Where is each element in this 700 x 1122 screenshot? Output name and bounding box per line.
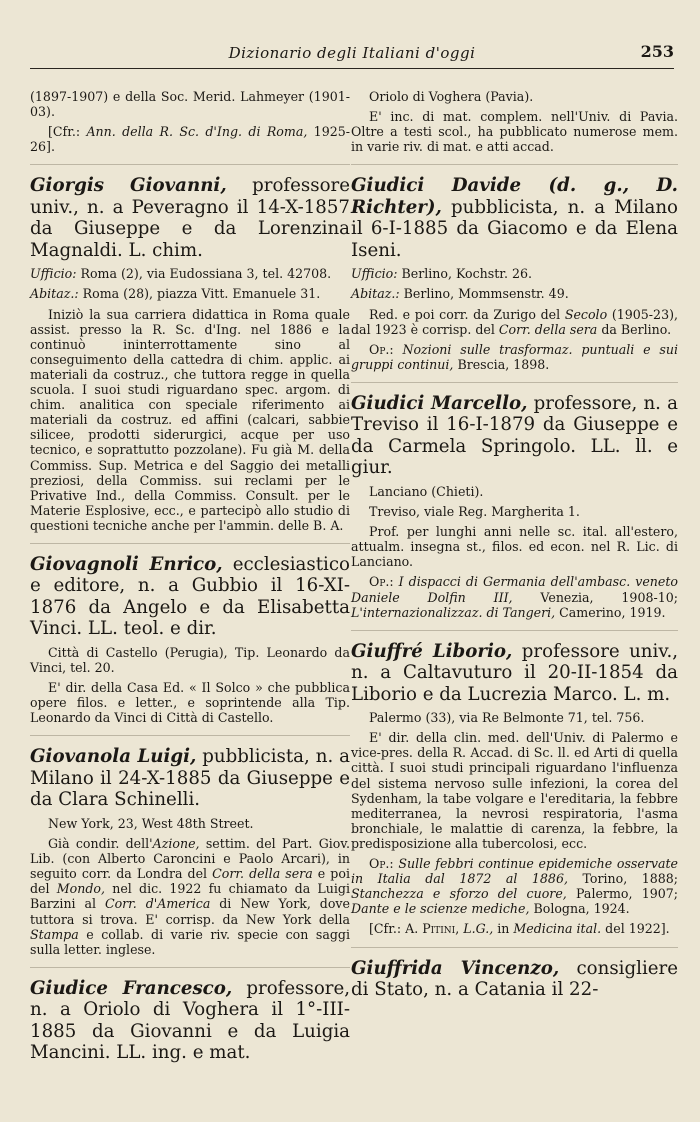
entry-home: Abitaz.: Roma (28), piazza Vitt. Emanuele 31. — [30, 286, 321, 302]
entry-name: Giovanola Luigi, — [30, 746, 197, 768]
entry-divider — [351, 164, 678, 165]
running-title: Dizionario degli Italiani d'oggi — [228, 44, 476, 62]
right-column — [351, 89, 678, 1011]
entry-divider — [30, 735, 350, 736]
entry-heading: Giovagnoli Enrico, ecclesiastico e editore, n. a Gubbio il 16-XI-1876 da Angelo e da Elisabetta Vinci. LL. teol. e dir. — [30, 553, 350, 640]
entry-giovagnoli-enrico — [30, 554, 350, 725]
entry-continuation — [30, 89, 350, 154]
entry-works: Op.: Nozioni sulle trasformaz. puntuali e sui gruppi continui, Brescia, 1898. — [351, 341, 678, 372]
entry-divider — [30, 543, 350, 544]
entry-reference: [Cfr.: Ann. della R. Sc. d'Ing. di Roma, 1925-26]. — [30, 124, 350, 155]
entry-address: Lanciano (Chieti). — [369, 483, 484, 499]
entry-heading: Giudici Marcello, professore, n. a Treviso il 16-I-1879 da Giuseppe e da Carmela Springolo. LL. ll. e giur. — [351, 392, 678, 479]
entry-address: New York, 23, West 48th Street. — [48, 815, 254, 831]
entry-biography: E' inc. di mat. complem. nell'Univ. di Pavia. Oltre a testi scol., ha pubblicato numerose mem. in varie riv. di mat. e atti accad. — [351, 109, 678, 155]
entry-works: Op.: Sulle febbri continue epidemiche osservate in Italia dal 1872 al 1886, Torino, 1888; Stanchezza e sforzo del cuore, Palermo, 1907; Dante e le scienze mediche, Bologna, 1924. — [351, 856, 678, 917]
entry-giudice-continuation — [351, 89, 678, 154]
entry-giorgis-giovanni — [30, 175, 350, 533]
entry-divider — [351, 630, 678, 631]
entry-biography: Red. e poi corr. da Zurigo del Secolo (1905-23), dal 1923 è corrisp. del Corr. della sera da Berlino. — [351, 306, 678, 337]
entry-giudice-francesco — [30, 978, 350, 1064]
entry-heading: Giudice Francesco, professore, n. a Oriolo di Voghera il 1°-III-1885 da Giovanni e da Luigia Mancini. LL. ing. e mat. — [30, 977, 351, 1064]
entry-works: Op.: I dispacci di Germania dell'ambasc. veneto Daniele Dolfin III, Venezia, 1908-10; L'internazionalizzaz. di Tangeri, Camerino, 1919. — [351, 574, 678, 620]
entry-address: Palermo (33), via Re Belmonte 71, tel. 756. — [369, 710, 645, 726]
entry-heading: Giuffré Liborio, professore univ., n. a Caltavuturo il 20-II-1854 da Liborio e da Lucrezia Marco. L. m. — [351, 640, 679, 705]
page-header — [30, 38, 674, 69]
entry-giuffrida-vincenzo — [351, 958, 678, 1001]
entry-giovanola-luigi — [30, 746, 350, 956]
entry-address: Oriolo di Voghera (Pavia). — [369, 89, 534, 104]
entry-divider — [30, 967, 350, 968]
entry-text: (1897-1907) e della Soc. Merid. Lahmeyer (1901-03). — [30, 89, 350, 120]
entry-name: Giudici Davide (d. g., D. Richter), — [351, 175, 678, 218]
entry-heading: Giudici Davide (d. g., D. Richter), pubblicista, n. a Milano il 6-I-1885 da Giacomo e da Elena Iseni. — [351, 175, 678, 261]
entry-name: Giudice Francesco, — [30, 977, 233, 999]
entry-divider — [351, 947, 678, 948]
entry-biography: Iniziò la sua carriera didattica in Roma quale assist. presso la R. Sc. d'Ing. nel 1886 e la continuò ininterrottamente sino al conseguimento della cattedra di chim. applic. ai materiali da costruz., che tuttora regge in quella scuola. I suoi studi riguardano spec. argom. di chim. analitica con speciale riferimento ai materiali da costruz. ed affini (calcari, sabbie silicee, prodotti siderurgici, acque per uso tecnico, e soprattutto pozzolane). Fu già M. della Commiss. Sup. Metrica e del Saggio dei metalli preziosi, della Commiss. sui reclami per le Privative Ind., della Commiss. Consult. per le Materie Esplosive, ecc., e partecipò allo studio di questioni tecniche anche per l'ammin. delle B. A. — [30, 306, 350, 533]
entry-reference: [Cfr.: A. Pitini, L.G., in Medicina ital. del 1922]. — [369, 921, 670, 937]
entry-address: Treviso, viale Reg. Margherita 1. — [369, 504, 580, 520]
entry-biography: Prof. per lunghi anni nelle sc. ital. all'estero, attualm. insegna st., filos. ed econ. nel R. Lic. di Lanciano. — [351, 524, 678, 570]
entry-heading: Giorgis Giovanni, professore univ., n. a Peveragno il 14-X-1857 da Giuseppe e da Lorenzina Magnaldi. L. chim. — [30, 175, 351, 261]
entry-giuffre-liborio — [351, 641, 678, 937]
entry-giudici-davide — [351, 175, 678, 372]
entry-biography: Già condir. dell'Azione, settim. del Part. Giov. Lib. (con Alberto Caroncini e Paolo Arcari), in seguito corr. da Londra del Corr. della sera e poi del Mondo, nel dic. 1922 fu chiamato da Luigi Barzini al Corr. d'America di New York, dove tuttora si trova. E' corrisp. da New York della Stampa e collab. di varie riv. specie con saggi sulla letter. inglese. — [30, 836, 351, 957]
entry-divider — [30, 164, 350, 165]
entry-name: Giuffré Liborio, — [351, 640, 513, 662]
entry-heading: Giuffrida Vincenzo, consigliere di Stato, n. a Catania il 22- — [351, 957, 678, 1000]
entry-name: Giuffrida Vincenzo, — [351, 957, 560, 979]
entry-address: Città di Castello (Perugia), Tip. Leonardo da Vinci, tel. 20. — [30, 644, 350, 676]
entry-name: Giorgis Giovanni, — [30, 175, 227, 197]
entry-biography: E' dir. della Casa Ed. « Il Solco » che pubblica opere filos. e letter., e soprintende alla Tip. Leonardo da Vinci di Città di Castello. — [30, 680, 350, 726]
page-number: 253 — [640, 42, 674, 61]
left-column — [30, 89, 350, 1074]
entry-biography: E' dir. della clin. med. dell'Univ. di Palermo e vice-pres. della R. Accad. di Sc. ll. ed Arti di quella città. I suoi studi principali riguardano l'influenza del sistema nervoso sulle infezioni, la corea del Sydenham, la tabe volgare e l'ereditaria, la febbre mediterranea, la nevrosi respiratoria, l'asma bronchiale, le malattie di carenza, la febbre, la predisposizione alla tubercolosi, ecc. — [351, 730, 678, 851]
entry-name: Giovagnoli Enrico, — [30, 553, 223, 575]
entry-home: Abitaz.: Berlino, Mommsenstr. 49. — [351, 286, 569, 302]
entry-divider — [351, 382, 678, 383]
entry-office: Ufficio: Berlino, Kochstr. 26. — [351, 266, 532, 282]
entry-office: Ufficio: Roma (2), via Eudossiana 3, tel. 42708. — [30, 266, 332, 282]
entry-name: Giudici Marcello, — [351, 392, 528, 414]
entry-heading: Giovanola Luigi, pubblicista, n. a Milano il 24-X-1885 da Giuseppe e da Clara Schinelli. — [30, 746, 350, 811]
entry-giudici-marcello — [351, 393, 678, 620]
